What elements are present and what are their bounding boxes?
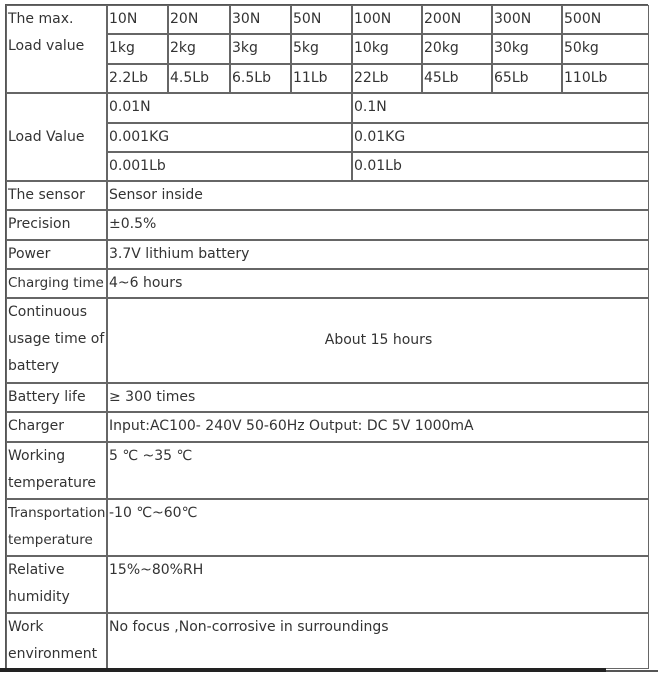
spec-label-battery-life: Battery life [6, 383, 107, 412]
spec-label-sensor: The sensor [6, 181, 107, 210]
load-lb-3: 11Lb [291, 64, 352, 93]
load-lb-0: 2.2Lb [107, 64, 168, 93]
spec-label-charger: Charger [6, 412, 107, 442]
load-newton-3: 50N [291, 5, 352, 34]
load-lb-1: 4.5Lb [168, 64, 230, 93]
spec-label-precision: Precision [6, 210, 107, 240]
max-load-label-line1: The max. [8, 11, 74, 27]
load-lb-5: 45Lb [422, 64, 492, 93]
resolution-b-0: 0.1N [352, 93, 649, 123]
load-kg-6: 30kg [492, 34, 562, 64]
spec-value-battery-life: ≥ 300 times [107, 383, 649, 412]
spec-value-transport-temperature: -10 ℃~60℃ [107, 499, 649, 556]
resolution-b-2: 0.01Lb [352, 152, 649, 181]
resolution-label [6, 93, 107, 181]
load-lb-6: 65Lb [492, 64, 562, 93]
load-newton-0: 10N [107, 5, 168, 34]
load-kg-5: 20kg [422, 34, 492, 64]
spec-value-sensor: Sensor inside [107, 181, 649, 210]
spec-label-working-temperature: Working temperature [6, 442, 107, 499]
spec-value-charger: Input:AC100- 240V 50-60Hz Output: DC 5V 1000mA [107, 412, 649, 442]
resolution-a-2: 0.001Lb [107, 152, 352, 181]
spec-value-usage-time [107, 298, 649, 383]
spec-value-environment: No focus ,Non-corrosive in surroundings [107, 613, 649, 669]
load-kg-0: 1kg [107, 34, 168, 64]
load-lb-7: 110Lb [562, 64, 649, 93]
spec-label-transport-temperature: Transportation temperature [6, 499, 107, 556]
spec-value-working-temperature: 5 ℃ ~35 ℃ [107, 442, 649, 499]
spec-table [5, 4, 648, 668]
load-newton-7: 500N [562, 5, 649, 34]
load-kg-4: 10kg [352, 34, 422, 64]
spec-value-charging-time: 4~6 hours [107, 269, 649, 298]
spec-value-power: 3.7V lithium battery [107, 240, 649, 269]
resolution-a-0: 0.01N [107, 93, 352, 123]
bottom-border-shadow-right [606, 670, 658, 672]
spec-label-power: Power [6, 240, 107, 269]
load-kg-2: 3kg [230, 34, 291, 64]
spec-label-environment: Work environment [6, 613, 107, 669]
spec-label-humidity: Relative humidity [6, 556, 107, 613]
spec-label-charging-time: Charging time [6, 269, 107, 298]
spec-value-precision: ±0.5% [107, 210, 649, 240]
resolution-b-1: 0.01KG [352, 123, 649, 152]
load-kg-1: 2kg [168, 34, 230, 64]
spec-value-usage-time-text: About 15 hours [324, 332, 433, 348]
load-kg-7: 50kg [562, 34, 649, 64]
load-lb-4: 22Lb [352, 64, 422, 93]
max-load-label [6, 5, 107, 93]
spec-label-usage-time: Continuous usage time of battery [6, 298, 107, 383]
resolution-label-text: Load Value [8, 128, 85, 145]
load-lb-2: 6.5Lb [230, 64, 291, 93]
load-newton-2: 30N [230, 5, 291, 34]
load-newton-6: 300N [492, 5, 562, 34]
load-newton-1: 20N [168, 5, 230, 34]
load-newton-5: 200N [422, 5, 492, 34]
load-newton-4: 100N [352, 5, 422, 34]
load-kg-3: 5kg [291, 34, 352, 64]
resolution-a-1: 0.001KG [107, 123, 352, 152]
max-load-label-line2: Load value [8, 38, 85, 54]
spec-value-humidity: 15%~80%RH [107, 556, 649, 613]
bottom-border-shadow [0, 668, 606, 672]
